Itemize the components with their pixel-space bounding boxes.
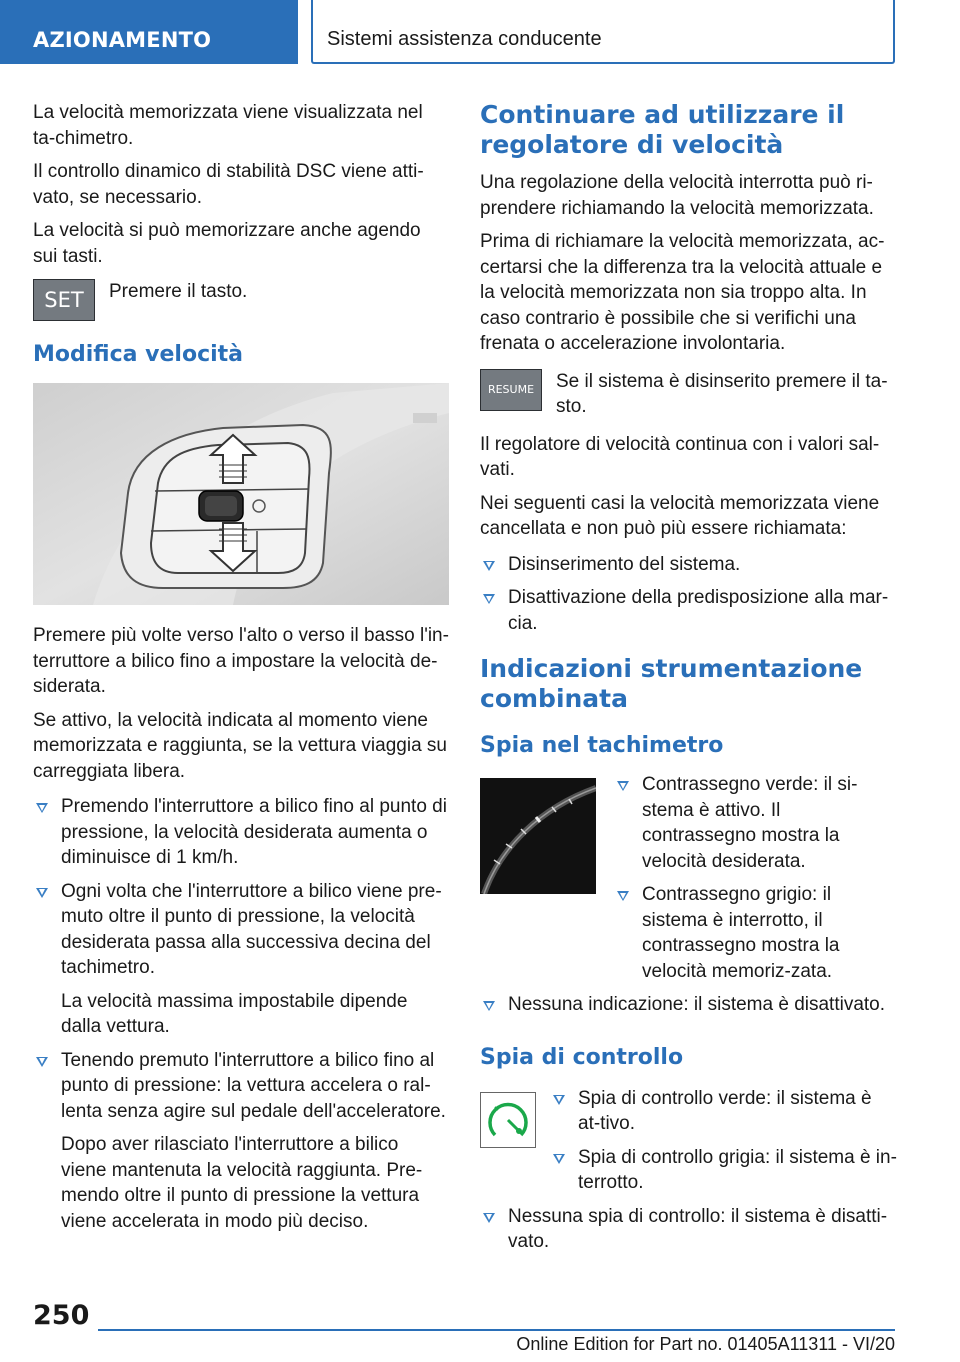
triangle-bullet-icon — [36, 803, 48, 813]
list-item: Ogni volta che l'interruttore a bilico viene pre-muto oltre il punto di pressione, la velocità desiderata passa alla successiva decina del tachimetro. — [33, 879, 449, 981]
triangle-bullet-icon — [553, 1154, 565, 1164]
right-column — [480, 100, 898, 1263]
triangle-bullet-icon — [36, 1057, 48, 1067]
list-item: Spia di controllo grigia: il sistema è in-terrotto. — [550, 1145, 898, 1196]
set-button-row — [33, 279, 449, 321]
section-heading: Indicazioni strumentazione combinata — [480, 654, 863, 713]
paragraph: La velocità memorizzata viene visualizzata nel ta-chimetro. — [33, 102, 423, 149]
list-item: Tenendo premuto l'interruttore a bilico fino al punto di pressione: la vettura accelera o ral-lenta senza agire sul pedale dell'acceleratore. — [33, 1048, 449, 1125]
list-item-note: La velocità massima impostabile dipende dalla vettura. — [61, 990, 408, 1037]
subsection-heading: Spia di controllo — [480, 1044, 684, 1070]
section-heading: Modifica velocità — [33, 342, 244, 367]
paragraph: Premere più volte verso l'alto o verso il basso l'in-terruttore a bilico fino a impostare la velocità de-siderata. — [33, 625, 449, 697]
chapter-title: Sistemi assistenza conducente — [327, 28, 602, 50]
list-item: Disattivazione della predisposizione alla mar-cia. — [480, 585, 898, 636]
list-item: Disinserimento del sistema. — [480, 552, 898, 578]
steering-wheel-rocker-image — [33, 383, 449, 605]
list-item: Contrassegno verde: il si-stema è attivo. Il contrassegno mostra la velocità desiderata. — [614, 772, 898, 874]
paragraph: Una regolazione della velocità interrotta può ri-prendere richiamando la velocità memorizzata. — [480, 172, 874, 219]
list-item: Nessuna indicazione: il sistema è disattivato. — [480, 992, 898, 1018]
paragraph: Nei seguenti casi la velocità memorizzata viene cancellata e non può più essere richiamata: — [480, 492, 880, 539]
resume-instruction: Se il sistema è disinserito premere il ta-sto. — [556, 370, 888, 417]
triangle-bullet-icon — [617, 781, 629, 791]
list-item: Nessuna spia di controllo: il sistema è disatti-vato. — [480, 1204, 898, 1255]
triangle-bullet-icon — [483, 1213, 495, 1223]
list-item: Premendo l'interruttore a bilico fino al punto di pressione, la velocità desiderata aumenta o diminuisce di 1 km/h. — [33, 794, 449, 871]
paragraph: Prima di richiamare la velocità memorizzata, ac-certarsi che la differenza tra la velocità attuale e la velocità memorizzata non sia troppo alta. In caso contrario è possibile che si verifichi una frenata o accelerazione involontaria. — [480, 231, 885, 354]
speedometer-indicator-list — [606, 772, 898, 992]
list-item: Spia di controllo verde: il sistema è at-tivo. — [550, 1086, 898, 1137]
footer-divider — [98, 1329, 895, 1331]
triangle-bullet-icon — [483, 561, 495, 571]
triangle-bullet-icon — [553, 1095, 565, 1105]
triangle-bullet-icon — [36, 888, 48, 898]
section-tab: AZIONAMENTO — [0, 0, 298, 64]
triangle-bullet-icon — [483, 1001, 495, 1011]
resume-button-icon: RESUME — [480, 369, 542, 411]
list-item: Contrassegno grigio: il sistema è interrotto, il contrassegno mostra la velocità memoriz-zata. — [614, 882, 898, 984]
page-number: 250 — [33, 1300, 90, 1331]
chapter-header — [311, 0, 895, 64]
paragraph: Il regolatore di velocità continua con i valori sal-vati. — [480, 433, 880, 480]
speedometer-indicator-block — [480, 772, 898, 992]
left-column — [33, 100, 449, 1242]
control-light-block — [480, 1086, 898, 1204]
list-item-note: Dopo aver rilasciato l'interruttore a bilico viene mantenuta la velocità raggiunta. Pre-mendo oltre il punto di pressione la vettura viene accelerata in modo più deciso. — [61, 1134, 423, 1232]
resume-button-row — [480, 369, 898, 420]
paragraph: Se attivo, la velocità indicata al momento viene memorizzata e raggiunta, se la vettura viaggia su carreggiata libera. — [33, 709, 447, 782]
set-instruction: Premere il tasto. — [109, 281, 248, 302]
paragraph: Il controllo dinamico di stabilità DSC viene atti-vato, se necessario. — [33, 161, 424, 208]
paragraph: La velocità si può memorizzare anche agendo sui tasti. — [33, 220, 421, 267]
cruise-control-green-icon — [480, 1092, 536, 1148]
speedometer-marker-image — [480, 778, 596, 894]
section-heading: Continuare ad utilizzare il regolatore di velocità — [480, 100, 845, 159]
set-button-icon: SET — [33, 279, 95, 321]
subsection-heading: Spia nel tachimetro — [480, 733, 724, 758]
triangle-bullet-icon — [483, 594, 495, 604]
control-light-list — [548, 1086, 898, 1204]
triangle-bullet-icon — [617, 891, 629, 901]
edition-footer: Online Edition for Part no. 01405A11311 - VI/20 — [516, 1334, 895, 1354]
